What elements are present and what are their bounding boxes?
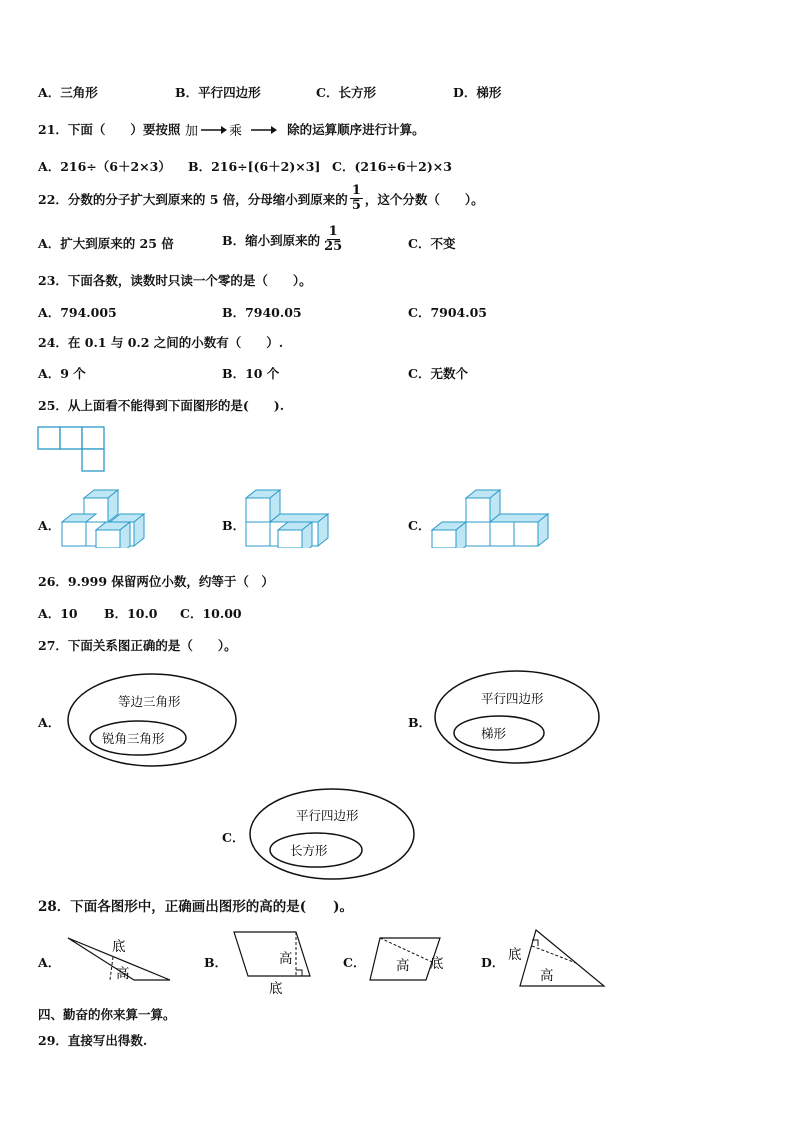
q23-option-c: C．7904.05: [408, 305, 487, 320]
triangle-height-d: [506, 928, 610, 990]
section-four-heading: 四、勤奋的你来算一算。: [38, 1007, 176, 1022]
q27-question: 27．下面关系图正确的是（ ）。: [38, 638, 237, 653]
q24-option-c: C．无数个: [408, 366, 468, 381]
venn-diagram-a: [66, 672, 242, 772]
cube-stack-b: [244, 488, 334, 548]
parallelogram-height-b: [232, 928, 314, 998]
q27-option-c: C．: [222, 830, 245, 845]
base-label-a: 底: [112, 939, 126, 955]
height-label-a: 高: [116, 966, 130, 982]
q20-option-b: B．平行四边形: [175, 85, 261, 100]
q21-option-c: C．(216÷6＋2)×3: [332, 159, 452, 174]
height-label-d: 高: [540, 968, 554, 984]
base-label-b: 底: [269, 981, 283, 997]
q21-option-a: A．216÷（6＋2×3）: [38, 159, 171, 174]
q20-option-c: C．长方形: [316, 85, 376, 100]
q24-option-a: A．9 个: [38, 366, 86, 381]
base-label-c: 底: [430, 956, 444, 972]
c-outer-label: 平行四边形: [296, 808, 359, 823]
top-view-squares: [37, 426, 109, 474]
cube-stack-a: [60, 488, 150, 548]
q26-option-c: C．10.00: [180, 606, 242, 621]
b-outer-label: 平行四边形: [481, 691, 544, 706]
parallelogram-height-c: [368, 934, 454, 986]
height-label-b: 高: [279, 951, 293, 967]
q24-option-b: B．10 个: [222, 366, 280, 381]
q21-option-b: B．216÷[(6＋2)×3]: [188, 159, 321, 174]
q28-option-b: B．: [204, 955, 228, 970]
base-label-d: 底: [508, 947, 522, 963]
a-outer-label: 等边三角形: [118, 694, 181, 709]
venn-diagram-b: [433, 668, 605, 768]
q28-question: 28．下面各图形中，正确画出图形的高的是( )。: [38, 899, 354, 915]
q26-question: 26．9.999 保留两位小数，约等于（ ）: [38, 574, 274, 589]
fraction-one-twentyfifth: $\frac{1}{25}$: [324, 224, 343, 254]
multiply-word: 乘: [228, 123, 242, 139]
q27-option-b: B．: [408, 715, 432, 730]
operation-order-arrows: [185, 124, 283, 138]
q26-option-b: B．10.0: [104, 606, 158, 621]
q25-option-b: B．: [222, 518, 246, 533]
q20-option-a: A．三角形: [38, 85, 98, 100]
q27-option-a: A．: [38, 715, 61, 730]
triangle-height-a: [66, 934, 174, 986]
q23-option-b: B．7940.05: [222, 305, 302, 320]
q21-question: 21．下面（ ）要按照 加 乘 除的运算顺序进行计算。: [38, 122, 425, 139]
q25-option-c: C．: [408, 518, 431, 533]
venn-diagram-c: [248, 786, 418, 884]
q25-option-a: A．: [38, 518, 61, 533]
b-inner-label: 梯形: [481, 726, 507, 741]
q28-option-a: A．: [38, 955, 61, 970]
q25-question: 25．从上面看不能得到下面图形的是( ).: [38, 398, 285, 413]
q28-option-c: C．: [343, 955, 366, 970]
q23-option-a: A．794.005: [38, 305, 117, 320]
q22-option-c: C．不变: [408, 236, 456, 251]
q26-option-a: A．10: [38, 606, 78, 621]
a-inner-label: 锐角三角形: [102, 731, 165, 746]
add-word: 加: [184, 123, 198, 139]
q24-question: 24．在 0.1 与 0.2 之间的小数有（ ）.: [38, 335, 284, 350]
height-label-c: 高: [396, 958, 410, 974]
q29-question: 29．直接写出得数.: [38, 1033, 148, 1048]
fraction-one-fifth: $\frac{1}{5}$: [351, 183, 361, 213]
q23-question: 23．下面各数，读数时只读一个零的是（ ）。: [38, 273, 312, 288]
q22-option-b: B．缩小到原来的 $\frac{1}{25}$: [222, 224, 343, 254]
c-inner-label: 长方形: [290, 843, 328, 858]
cube-stack-c: [430, 488, 550, 548]
q22-question: 22．分数的分子扩大到原来的 5 倍，分母缩小到原来的 $\frac{1}{5}$ ，这个分数（ ）。: [38, 183, 484, 213]
q22-option-a: A．扩大到原来的 25 倍: [38, 236, 174, 251]
q20-option-d: D．梯形: [453, 85, 502, 100]
q28-option-d: D．: [481, 955, 505, 970]
